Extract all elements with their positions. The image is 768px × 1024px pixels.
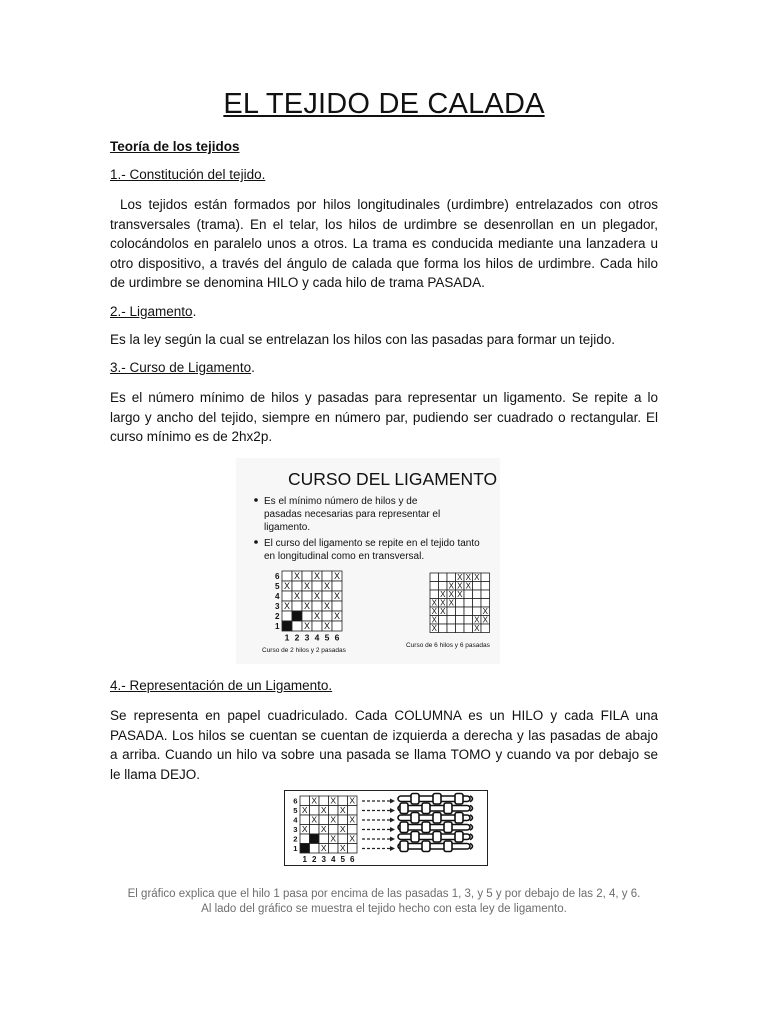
tomo-mark: X [457,589,463,599]
tomo-mark: X [301,824,308,835]
warp-thread [400,803,408,814]
tomo-mark: X [301,805,308,816]
pasada-arrows [362,799,395,852]
grid-cell [481,573,490,582]
row-label: 2 [293,834,298,844]
col-label: 4 [331,854,336,864]
section2-heading: 2.- Ligamento [110,304,193,319]
tomo-mark: X [333,571,341,581]
tomo-mark: X [482,606,488,616]
grid-cell [456,624,465,633]
tomo-mark: X [330,833,337,844]
grid-cell [348,844,358,854]
grid-cell [481,624,490,633]
warp-thread [411,813,419,824]
weave-grid-6x6 [430,573,490,633]
tomo-mark: X [448,581,454,591]
grid-cell [310,825,320,835]
section3-heading-line [110,358,658,378]
col-label: 6 [350,854,355,864]
grid-cell [292,581,302,591]
grid-cell [464,590,473,599]
grid-cell [282,571,292,581]
tomo-mark: X [313,571,321,581]
grid-cell [338,815,348,825]
row-label: 4 [293,815,298,825]
weave-grid-2x2 [275,571,342,642]
tomo-mark: X [283,581,291,591]
section4-paragraph: Se representa en papel cuadriculado. Cada COLUMNA es un HILO y cada FILA una PASADA. Los hilos se cuentan se cuentan de izquierda a derecha y las pasadas de abajo a arriba. Cuando un hilo va sobre una pasada se llama TOMO y cuando va por debajo se le llama DEJO. [110,708,658,782]
grid-cell [329,825,339,835]
row-label: 6 [274,572,280,581]
col-label: 2 [312,854,317,864]
grid-cell [300,834,310,844]
tomo-mark: X [431,615,437,625]
tomo-mark: X [465,572,471,582]
tomo-mark: X [330,795,337,806]
section3-heading-suffix: . [251,360,255,375]
grid-cell [332,581,342,591]
grid-cell [464,607,473,616]
tomo-mark: X [349,814,356,825]
grid-cell [292,601,302,611]
tomo-mark: X [313,611,321,621]
grid-cell [430,573,439,582]
grid-cell [430,590,439,599]
grid-cell [481,599,490,608]
grid-cell [319,834,329,844]
grid-cell [322,571,332,581]
bullet1-line1: Es el mínimo número de hilos y de [264,496,418,507]
grid-cell [312,601,322,611]
bullet-dot-1 [254,498,258,502]
tomo-mark: X [448,589,454,599]
warp-thread [411,832,419,843]
col-label: 6 [334,632,340,643]
warp-thread [400,841,408,852]
tomo-mark: X [440,606,446,616]
grid-cell [292,611,302,621]
warp-thread [422,841,430,852]
warp-thread [444,822,452,833]
bullet2-line2: en longitudinal como en transversal. [264,551,425,562]
row-label: 4 [274,592,280,601]
grid-cell [312,621,322,631]
grid-cell [319,815,329,825]
tomo-mark: X [330,814,337,825]
warp-thread [422,822,430,833]
grid-cell [282,621,292,631]
grid-right-caption: Curso de 6 hilos y 6 pasadas [406,642,490,649]
section2-heading-suffix: . [192,304,197,319]
grid-cell [439,624,448,633]
tomo-mark: X [465,581,471,591]
tomo-mark: X [448,598,454,608]
row-label: 6 [293,796,298,806]
tomo-mark: X [323,601,331,611]
tomo-mark: X [474,572,480,582]
warp-thread [444,803,452,814]
section1-paragraph: Los tejidos están formados por hilos longitudinales (urdimbre) entrelazados con otros transversales (trama). En el telar, los hilos de urdimbre se desenrollan en un plegador, colocándolos en paralelo unos a otros. La trama es conducida mediante una lanzadera u otro dispositivo, a través del ángulo de calada que forma los hilos de urdimbre. Cada hilo de urdimbre se denomina HILO y cada hilo de trama PASADA. [110,197,658,291]
tomo-mark: X [457,581,463,591]
grid-cell [332,601,342,611]
weave-grid-representacion [293,796,357,864]
tomo-mark: X [474,615,480,625]
col-label: 3 [304,632,310,643]
grid-cell [348,825,358,835]
tomo-mark: X [320,805,327,816]
warp-thread [433,813,441,824]
figure-caption-line2: Al lado del gráfico se muestra el tejido hecho con esta ley de ligamento. [201,903,567,915]
tomo-mark: X [333,611,341,621]
col-label: 1 [284,632,290,643]
col-label: 5 [340,854,345,864]
warp-thread [400,822,408,833]
grid-cell [473,582,482,591]
grid-cell [464,616,473,625]
row-label: 1 [274,622,280,631]
woven-fabric-illustration [398,794,473,852]
grid-cell [282,611,292,621]
tomo-mark: X [431,598,437,608]
grid-cell [464,599,473,608]
tomo-mark: X [457,572,463,582]
grid-cell [430,582,439,591]
grid-cell [312,581,322,591]
grid-cell [456,607,465,616]
tomo-mark: X [303,581,311,591]
section2-heading-line [110,302,658,322]
grid-cell [322,591,332,601]
arrow-head-icon [390,827,395,832]
tomo-mark: X [339,843,346,854]
tomo-mark: X [303,601,311,611]
section3-paragraph: Es el número mínimo de hilos y pasadas para representar un ligamento. Se repite a lo largo y ancho del tejido, siempre en número par, pudiendo ser cuadrado o rectangular. El curso mínimo es de 2hx2p. [110,390,658,445]
row-label: 5 [293,806,298,816]
grid-cell [310,844,320,854]
grid-cell [292,621,302,631]
row-label: 1 [293,844,298,854]
tomo-mark: X [313,591,321,601]
grid-cell [481,582,490,591]
grid-cell [464,624,473,633]
arrow-head-icon [390,808,395,813]
row-label: 3 [293,825,298,835]
grid-cell [338,796,348,806]
grid-cell [439,616,448,625]
tomo-mark: X [339,824,346,835]
grid-left-caption: Curso de 2 hilos y 2 pasadas [262,647,346,654]
col-label: 1 [302,854,307,864]
tomo-mark: X [311,814,318,825]
grid-cell [300,815,310,825]
grid-cell [302,571,312,581]
grid-cell [310,834,320,844]
bullet2-line1: El curso del ligamento se repite en el tejido tanto [264,538,480,549]
curso-ligamento-svg [236,458,500,664]
grid-cell [447,624,456,633]
bullet-dot-2 [254,540,258,544]
grid-cell [282,591,292,601]
bullet1-line3: ligamento. [264,522,311,533]
grid-cell [473,599,482,608]
grid-cell [473,607,482,616]
warp-thread [433,794,441,805]
subtitle-heading: Teoría de los tejidos [110,139,240,154]
tomo-mark: X [320,843,327,854]
grid-cell [319,796,329,806]
grid-cell [473,590,482,599]
warp-thread [433,832,441,843]
col-label: 4 [314,632,320,643]
grid-cell [439,573,448,582]
grid-cell [456,616,465,625]
grid-cell [302,591,312,601]
section3-heading: 3.- Curso de Ligamento [110,360,252,375]
representacion-svg [284,790,488,866]
section4-heading: 4.- Representación de un Ligamento. [110,678,333,693]
row-label: 2 [274,612,280,621]
grid-cell [481,590,490,599]
grid-cell [447,607,456,616]
grid-cell [332,621,342,631]
grid-cell [329,844,339,854]
col-label: 3 [321,854,326,864]
section1-heading: 1.- Constitución del tejido. [110,167,266,182]
row-label: 5 [274,582,280,591]
tomo-mark: X [323,621,331,631]
arrow-head-icon [390,799,395,804]
arrow-head-icon [390,837,395,842]
warp-thread [444,841,452,852]
curso-ligamento-figure [236,458,500,664]
arrow-head-icon [390,846,395,851]
grid-cell [338,834,348,844]
col-label: 2 [294,632,300,643]
tomo-mark: X [293,571,301,581]
grid-cell [456,599,465,608]
document-title: EL TEJIDO DE CALADA [223,88,545,120]
grid-cell [329,806,339,816]
tomo-mark: X [431,623,437,633]
arrow-head-icon [390,818,395,823]
tomo-mark: X [440,598,446,608]
figure-title: CURSO DEL LIGAMENTO [288,469,498,489]
warp-thread [455,813,463,824]
grid-cell [447,573,456,582]
grid-cell [447,616,456,625]
bullet1-line2: pasadas necesarias para representar el [264,509,441,520]
warp-thread [455,832,463,843]
tomo-mark: X [339,805,346,816]
tomo-mark: X [283,601,291,611]
grid-cell [310,806,320,816]
tomo-mark: X [333,591,341,601]
row-label: 3 [274,602,280,611]
grid-cell [322,611,332,621]
tomo-mark: X [482,615,488,625]
warp-thread [422,803,430,814]
tomo-mark: X [311,795,318,806]
warp-thread [411,794,419,805]
figure-caption-line1: El gráfico explica que el hilo 1 pasa por encima de las pasadas 1, 3, y 5 y por debajo de las 2, 4, y 6. [127,888,641,900]
tomo-mark: X [323,581,331,591]
grid-cell [300,844,310,854]
section2-paragraph: Es la ley según la cual se entrelazan los hilos con las pasadas para formar un tejido. [110,332,616,347]
warp-thread [455,794,463,805]
grid-cell [348,806,358,816]
col-label: 5 [324,632,330,643]
tomo-mark: X [303,621,311,631]
tomo-mark: X [349,833,356,844]
tomo-mark: X [474,623,480,633]
representacion-figure [284,790,488,866]
tomo-mark: X [293,591,301,601]
grid-cell [302,611,312,621]
grid-cell [300,796,310,806]
tomo-mark: X [349,795,356,806]
tomo-mark: X [440,589,446,599]
tomo-mark: X [431,606,437,616]
tomo-mark: X [320,824,327,835]
grid-cell [439,582,448,591]
